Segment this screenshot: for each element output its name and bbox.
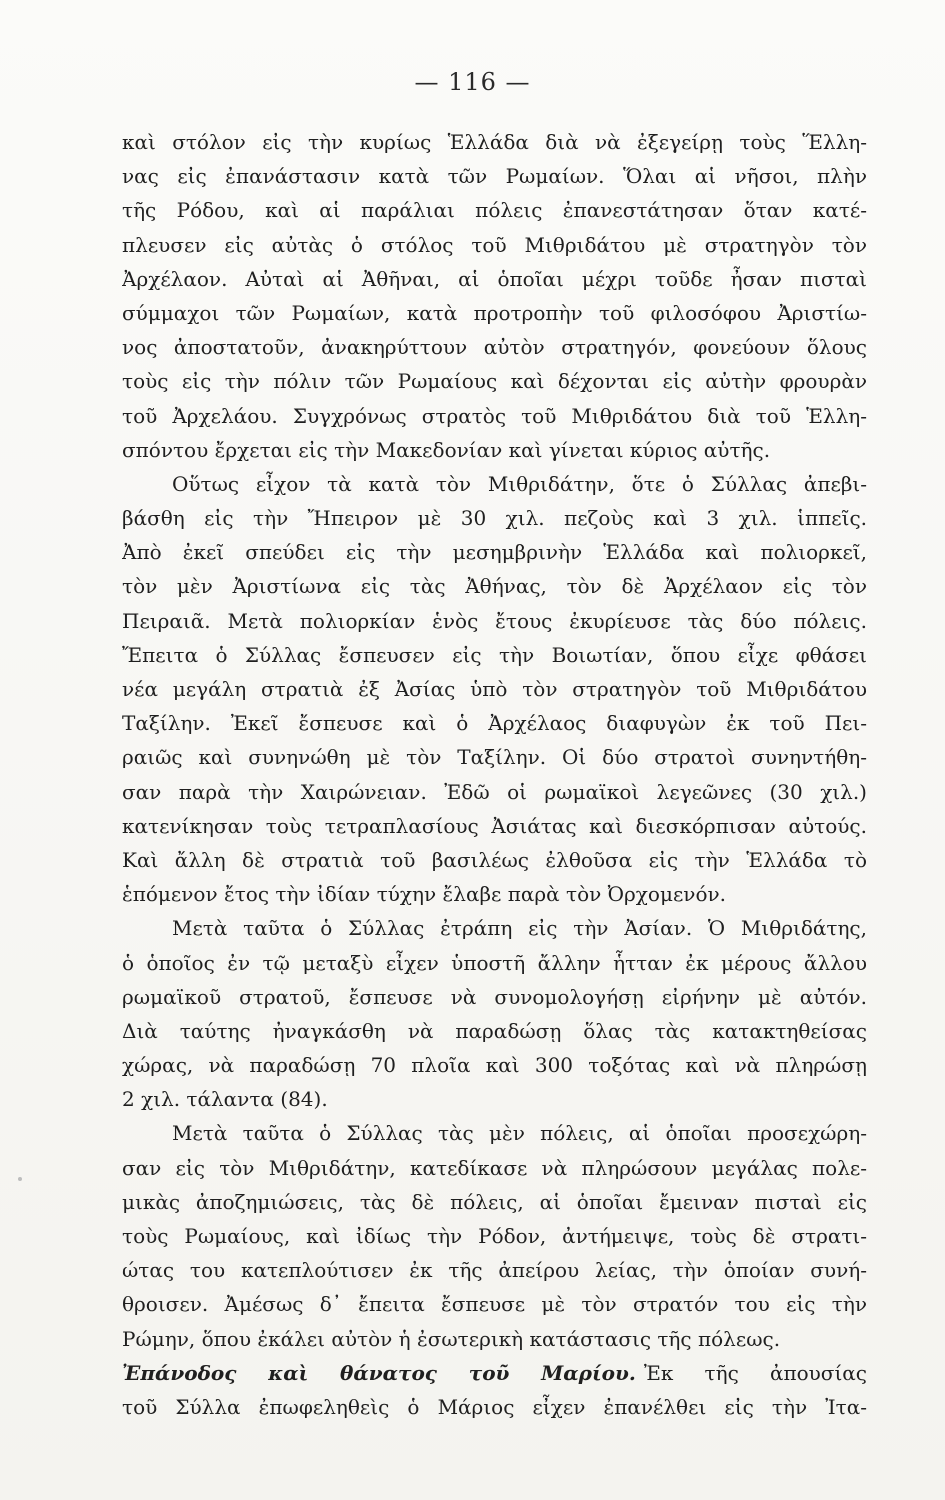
text-line (122, 1390, 867, 1424)
line-text: Μετὰ ταῦτα ὁ Σύλλας ἐτράπη εἰς τὴν Ἀσίαν. Ὁ Μιθριδάτης, (172, 916, 867, 941)
line-text: ἑπόμενον ἔτος τὴν ἰδίαν τύχην ἔλαβε παρὰ τὸν Ὀρχομενόν. (122, 882, 727, 907)
text-line (122, 569, 867, 603)
line-text: 2 χιλ. τάλαντα (84). (122, 1087, 328, 1112)
section-heading: Ἐπάνοδος καὶ θάνατος τοῦ Μαρίου. (122, 1360, 636, 1385)
line-text: βάσθη εἰς τὴν Ἤπειρον μὲ 30 χιλ. πεζοὺς καὶ 3 χιλ. ἱππεῖς. (122, 506, 867, 531)
line-text: Πειραιᾶ. Μετὰ πολιορκίαν ἑνὸς ἔτους ἐκυρίευσε τὰς δύο πόλεις. (122, 608, 867, 633)
line-text: σαν παρὰ τὴν Χαιρώνειαν. Ἐδῶ οἱ ρωμαϊκοὶ λεγεῶνες (30 χιλ.) (122, 779, 867, 804)
line-text: τῆς Ρόδου, καὶ αἱ παράλιαι πόλεις ἐπανεστάτησαν ὅταν κατέ- (122, 198, 867, 223)
line-text: σπόντου ἔρχεται εἰς τὴν Μακεδονίαν καὶ γίνεται κύριος αὐτῆς. (122, 437, 771, 462)
text-line (122, 262, 867, 296)
text-line (122, 1287, 867, 1321)
text-line (122, 775, 867, 809)
text-line (122, 296, 867, 330)
text-line (122, 1082, 867, 1116)
scan-speck (18, 1177, 22, 1181)
line-text: τοῦ Σύλλα ἐπωφεληθεὶς ὁ Μάριος εἶχεν ἐπανέλθει εἰς τὴν Ἰτα- (122, 1394, 867, 1419)
text-line (122, 125, 867, 159)
line-text: Ρώμην, ὅπου ἐκάλει αὐτὸν ἡ ἐσωτερικὴ κατάστασις τῆς πόλεως. (122, 1326, 781, 1351)
page-number: — 116 — (414, 68, 531, 96)
text-line (122, 672, 867, 706)
text-line (122, 1185, 867, 1219)
text-line (122, 228, 867, 262)
text-line (122, 433, 867, 467)
text-line (122, 980, 867, 1014)
line-text: Οὕτως εἶχον τὰ κατὰ τὸν Μιθριδάτην, ὅτε ὁ Σύλλας ἀπεβι- (172, 471, 867, 496)
text-line (122, 1356, 867, 1390)
line-text: καὶ στόλον εἰς τὴν κυρίως Ἑλλάδα διὰ νὰ ἐξεγείρῃ τοὺς Ἕλλη- (122, 130, 867, 154)
line-text: χώρας, νὰ παραδώσῃ 70 πλοῖα καὶ 300 τοξότας καὶ νὰ πληρώσῃ (122, 1053, 867, 1078)
line-text: Ἀρχέλαον. Αὐταὶ αἱ Ἀθῆναι, αἱ ὁποῖαι μέχρι τοῦδε ἦσαν πισταὶ (122, 266, 867, 291)
text-line (122, 330, 867, 364)
line-text: νας εἰς ἐπανάστασιν κατὰ τῶν Ρωμαίων. Ὅλαι αἱ νῆσοι, πλὴν (122, 164, 867, 189)
line-text: ὁ ὁποῖος ἐν τῷ μεταξὺ εἶχεν ὑποστῆ ἄλλην ἧτταν ἐκ μέρους ἄλλου (122, 950, 867, 975)
text-line (122, 911, 867, 945)
text-line (122, 193, 867, 227)
line-text: τὸν μὲν Ἀριστίωνα εἰς τὰς Ἀθήνας, τὸν δὲ Ἀρχέλαον εἰς τὸν (122, 574, 867, 599)
text-line (122, 467, 867, 501)
line-text: κατενίκησαν τοὺς τετραπλασίους Ἀσιάτας καὶ διεσκόρπισαν αὐτούς. (122, 813, 867, 838)
line-text: τοῦ Ἀρχελάου. Συγχρόνως στρατὸς τοῦ Μιθριδάτου διὰ τοῦ Ἑλλη- (122, 403, 867, 428)
text-line (122, 1048, 867, 1082)
text-line (122, 1322, 867, 1356)
text-line (122, 809, 867, 843)
text-line (122, 399, 867, 433)
text-line (122, 604, 867, 638)
line-text: Ἐκ τῆς ἀπουσίας (643, 1360, 867, 1385)
line-text: Καὶ ἄλλη δὲ στρατιὰ τοῦ βασιλέως ἐλθοῦσα εἰς τὴν Ἑλλάδα τὸ (122, 847, 867, 872)
text-line (122, 946, 867, 980)
line-text: Ἔπειτα ὁ Σύλλας ἔσπευσεν εἰς τὴν Βοιωτίαν, ὅπου εἶχε φθάσει (122, 642, 867, 667)
line-text: μικὰς ἀποζημιώσεις, τὰς δὲ πόλεις, αἱ ὁποῖαι ἔμειναν πισταὶ εἰς (122, 1189, 867, 1214)
text-line (122, 535, 867, 569)
line-text: ρωμαϊκοῦ στρατοῦ, ἔσπευσε νὰ συνομολογήσῃ εἰρήνην μὲ αὐτόν. (122, 984, 867, 1009)
text-line (122, 1014, 867, 1048)
body-text (122, 125, 867, 1424)
line-text: Διὰ ταύτης ἠναγκάσθη νὰ παραδώσῃ ὅλας τὰς κατακτηθείσας (122, 1018, 867, 1043)
text-line (122, 364, 867, 398)
text-line (122, 740, 867, 774)
line-text: ώτας του κατεπλούτισεν ἐκ τῆς ἀπείρου λείας, τὴν ὁποίαν συνή- (122, 1258, 867, 1283)
text-line (122, 501, 867, 535)
line-text: νος ἀποστατοῦν, ἀνακηρύττουν αὐτὸν στρατηγόν, φονεύουν ὅλους (122, 335, 867, 360)
line-text: Μετὰ ταῦτα ὁ Σύλλας τὰς μὲν πόλεις, αἱ ὁποῖαι προσεχώρη- (172, 1121, 867, 1146)
text-line (122, 1151, 867, 1185)
text-line (122, 1219, 867, 1253)
line-text: πλευσεν εἰς αὐτὰς ὁ στόλος τοῦ Μιθριδάτου μὲ στρατηγὸν τὸν (122, 232, 867, 257)
text-line (122, 1253, 867, 1287)
line-text: τοὺς Ρωμαίους, καὶ ἰδίως τὴν Ρόδον, ἀντήμειψε, τοὺς δὲ στρατι- (122, 1224, 867, 1248)
text-line (122, 877, 867, 911)
text-line (122, 706, 867, 740)
text-line (122, 159, 867, 193)
line-text: σύμμαχοι τῶν Ρωμαίων, κατὰ προτροπὴν τοῦ φιλοσόφου Ἀριστίω- (122, 300, 867, 325)
line-text: τοὺς εἰς τὴν πόλιν τῶν Ρωμαίους καὶ δέχονται εἰς αὐτὴν φρουρὰν (122, 369, 867, 394)
line-text: νέα μεγάλη στρατιὰ ἐξ Ἀσίας ὑπὸ τὸν στρατηγὸν τοῦ Μιθριδάτου (122, 677, 867, 701)
line-text: ραιῶς καὶ συνηνώθη μὲ τὸν Ταξίλην. Οἱ δύο στρατοὶ συνηντήθη- (122, 745, 867, 770)
line-text: Ἀπὸ ἐκεῖ σπεύδει εἰς τὴν μεσημβρινὴν Ἑλλάδα καὶ πολιορκεῖ, (122, 540, 867, 565)
text-line (122, 1116, 867, 1150)
line-text: Ταξίλην. Ἐκεῖ ἔσπευσε καὶ ὁ Ἀρχέλαος διαφυγὼν ἐκ τοῦ Πει- (122, 711, 867, 736)
line-text: θροισεν. Ἀμέσως δ᾿ ἔπειτα ἔσπευσε μὲ τὸν στρατόν του εἰς τὴν (122, 1292, 867, 1317)
text-line (122, 638, 867, 672)
text-line (122, 843, 867, 877)
line-text: σαν εἰς τὸν Μιθριδάτην, κατεδίκασε νὰ πληρώσουν μεγάλας πολε- (122, 1155, 867, 1180)
